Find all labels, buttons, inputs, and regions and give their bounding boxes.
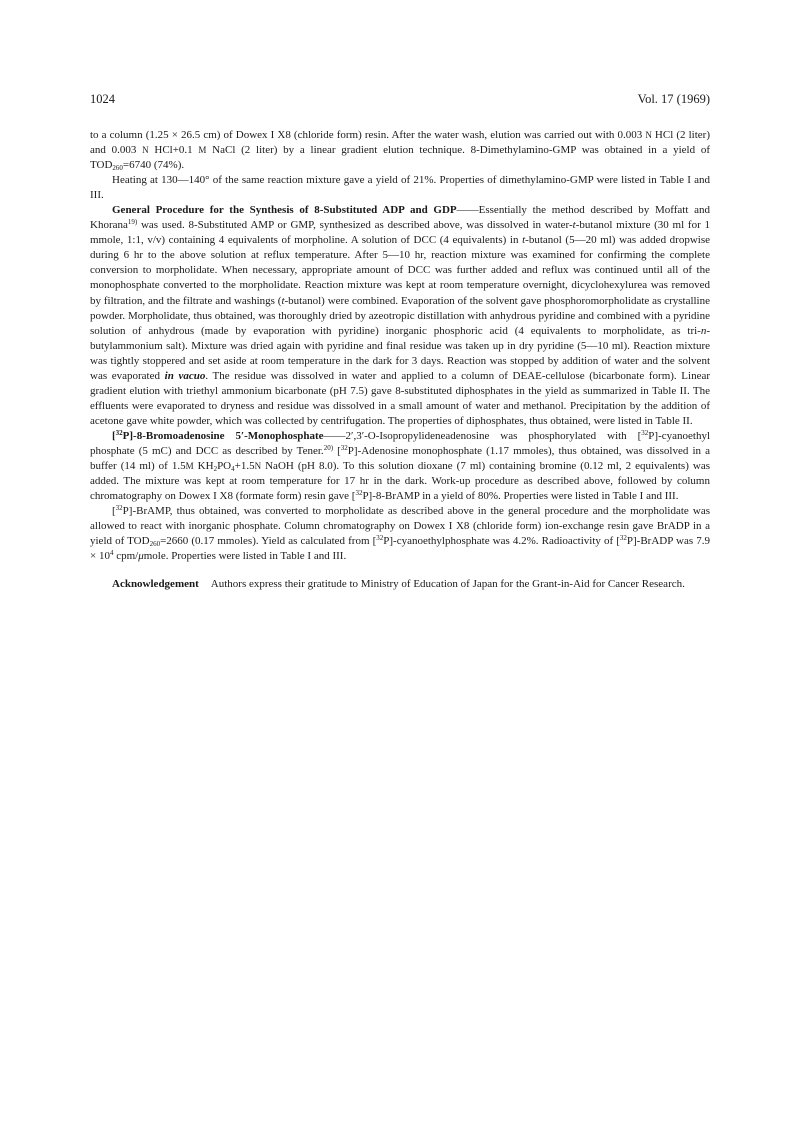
acknowledgement-text: Authors express their gratitude to Ministry of Education of Japan for the Grant-in-Aid for Cancer Research. [210, 578, 685, 591]
page [90, 92, 710, 592]
paragraph-general-procedure: General Procedure for the Synthesis of 8-Substituted ADP and GDP——Essentially the method described by Moffatt and Khorana$^{19)}$ was used. 8-Substituted AMP or GMP, synthesized as described above, was dissolved in water-t-butanol mixture (30 ml for 1 mmole, 1:1, v/v) containing 4 equivalents of morpholine. A solution of DCC (4 equivalents) in t-butanol (5—20 ml) was added dropwise during 6 hr to the above solution at reflux temperature. After 5—10 hr, reaction mixture was examined for confirming the complete conversion to morpholidate. When necessary, appropriate amount of DCC was further added and reflux was continued until all of the monophosphate converted to the morpholidate. Reaction mixture was kept at room temperature overnight, dicyclohexylurea was removed by filtration, and the filtrate and washings (t-butanol) were combined. Evaporation of the solvent gave phosphoromorpholidate as crystalline powder. Morpholidate, thus obtained, was thoroughly dried by azeotropic distillation with anhydrous pyridine and combined with a pyridine solution of anhydrous (made by evaporation with pyridine) inorganic phosphoric acid (4 equivalents to morpholidate, as tri-n-butylammonium salt). Mixture was dried again with pyridine and final residue was taken up in dry pyridine (5—10 ml). Reaction mixture was tightly stoppered and set aside at room temperature in the dark for 3 days. Reaction was stopped by addition of water and the solvent was evaporated in vacuo. The residue was dissolved in water and applied to a column of DEAE-cellulose (bicarbonate form). Linear gradient elution with triethyl ammonium bicarbonate (pH 7.5) gave 8-substituted diphosphates in the yield as summarized in Table II. The effluents were evaporated to dryness and residue was dissolved in a small amount of water and methanol. Precipitation by the addition of acetone gave white powder, which was collected by centrifugation. The properties of diphosphates, thus obtained, were listed in Table II. [90, 204, 711, 427]
section-heading-general-procedure: General Procedure for the Synthesis of 8-Substituted ADP and GDP [112, 204, 457, 217]
running-head [90, 92, 710, 112]
paragraph-dowex-elution: to a column (1.25 × 26.5 cm) of Dowex I X8 (chloride form) resin. After the water wash, elution was carried out with 0.003 N HCl (2 liter) and 0.003 N HCl+0.1 M NaCl (2 liter) by a linear gradient elution technique. 8-Dimethylamino-GMP was obtained in a yield of $TOD_{260}=6740$ (74%). [90, 129, 710, 173]
section-heading-bromoadenosine: [$^{32}$P]-8-Bromoadenosine 5′-Monophosphate [112, 428, 324, 442]
paragraph-bradp: [$^{32}$P]-BrAMP, thus obtained, was converted to morpholidate as described above in the general procedure and the morpholidate was allowed to react with inorganic phosphate. Column chromatography on Dowex I X8 (chloride form) ion-exchange resin gave BrADP in a yield of $TOD_{260}=2660$ (0.17 mmoles). Yield as calculated from [$^{32}$P]-cyanoethylphosphate was 4.2%. Radioactivity of [$^{32}$P]-BrADP was $7.9 \times 10^4$ cpm/μmole. Properties were listed in Table I and III. [90, 504, 710, 563]
acknowledgement-heading: Acknowledgement [112, 578, 199, 591]
acknowledgement [90, 577, 710, 592]
paragraph-bromoadenosine: [$^{32}$P]-8-Bromoadenosine 5′-Monophosphate——2′,3′-O-Isopropylideneadenosine was phosphorylated with [$^{32}$P]-cyanoethyl phosphate (5 mC) and DCC as described by Tener.$^{20)}$ [$^{32}$P]-Adenosine monophosphate (1.17 mmoles), thus obtained, was dissolved in a buffer (14 ml) of 1.5M $KH_2PO_4+1.5N$ NaOH (pH 8.0). To this solution dioxane (7 ml) containing bromine (0.12 ml, 2 equivalents) was added. The mixture was kept at room temperature for 17 hr in the dark. Work-up procedure as described above, followed by column chromatography on Dowex I X8 (formate form) resin gave [$^{32}$P]-8-BrAMP in a yield of 80%. Properties were listed in Table I and III. [90, 428, 711, 503]
page-number: 1024 [90, 92, 115, 106]
paragraph-heating: Heating at 130—140° of the same reaction mixture gave a yield of 21%. Properties of dimethylamino-GMP were listed in Table I and III. [90, 174, 710, 202]
volume-label: Vol. 17 (1969) [637, 92, 710, 106]
